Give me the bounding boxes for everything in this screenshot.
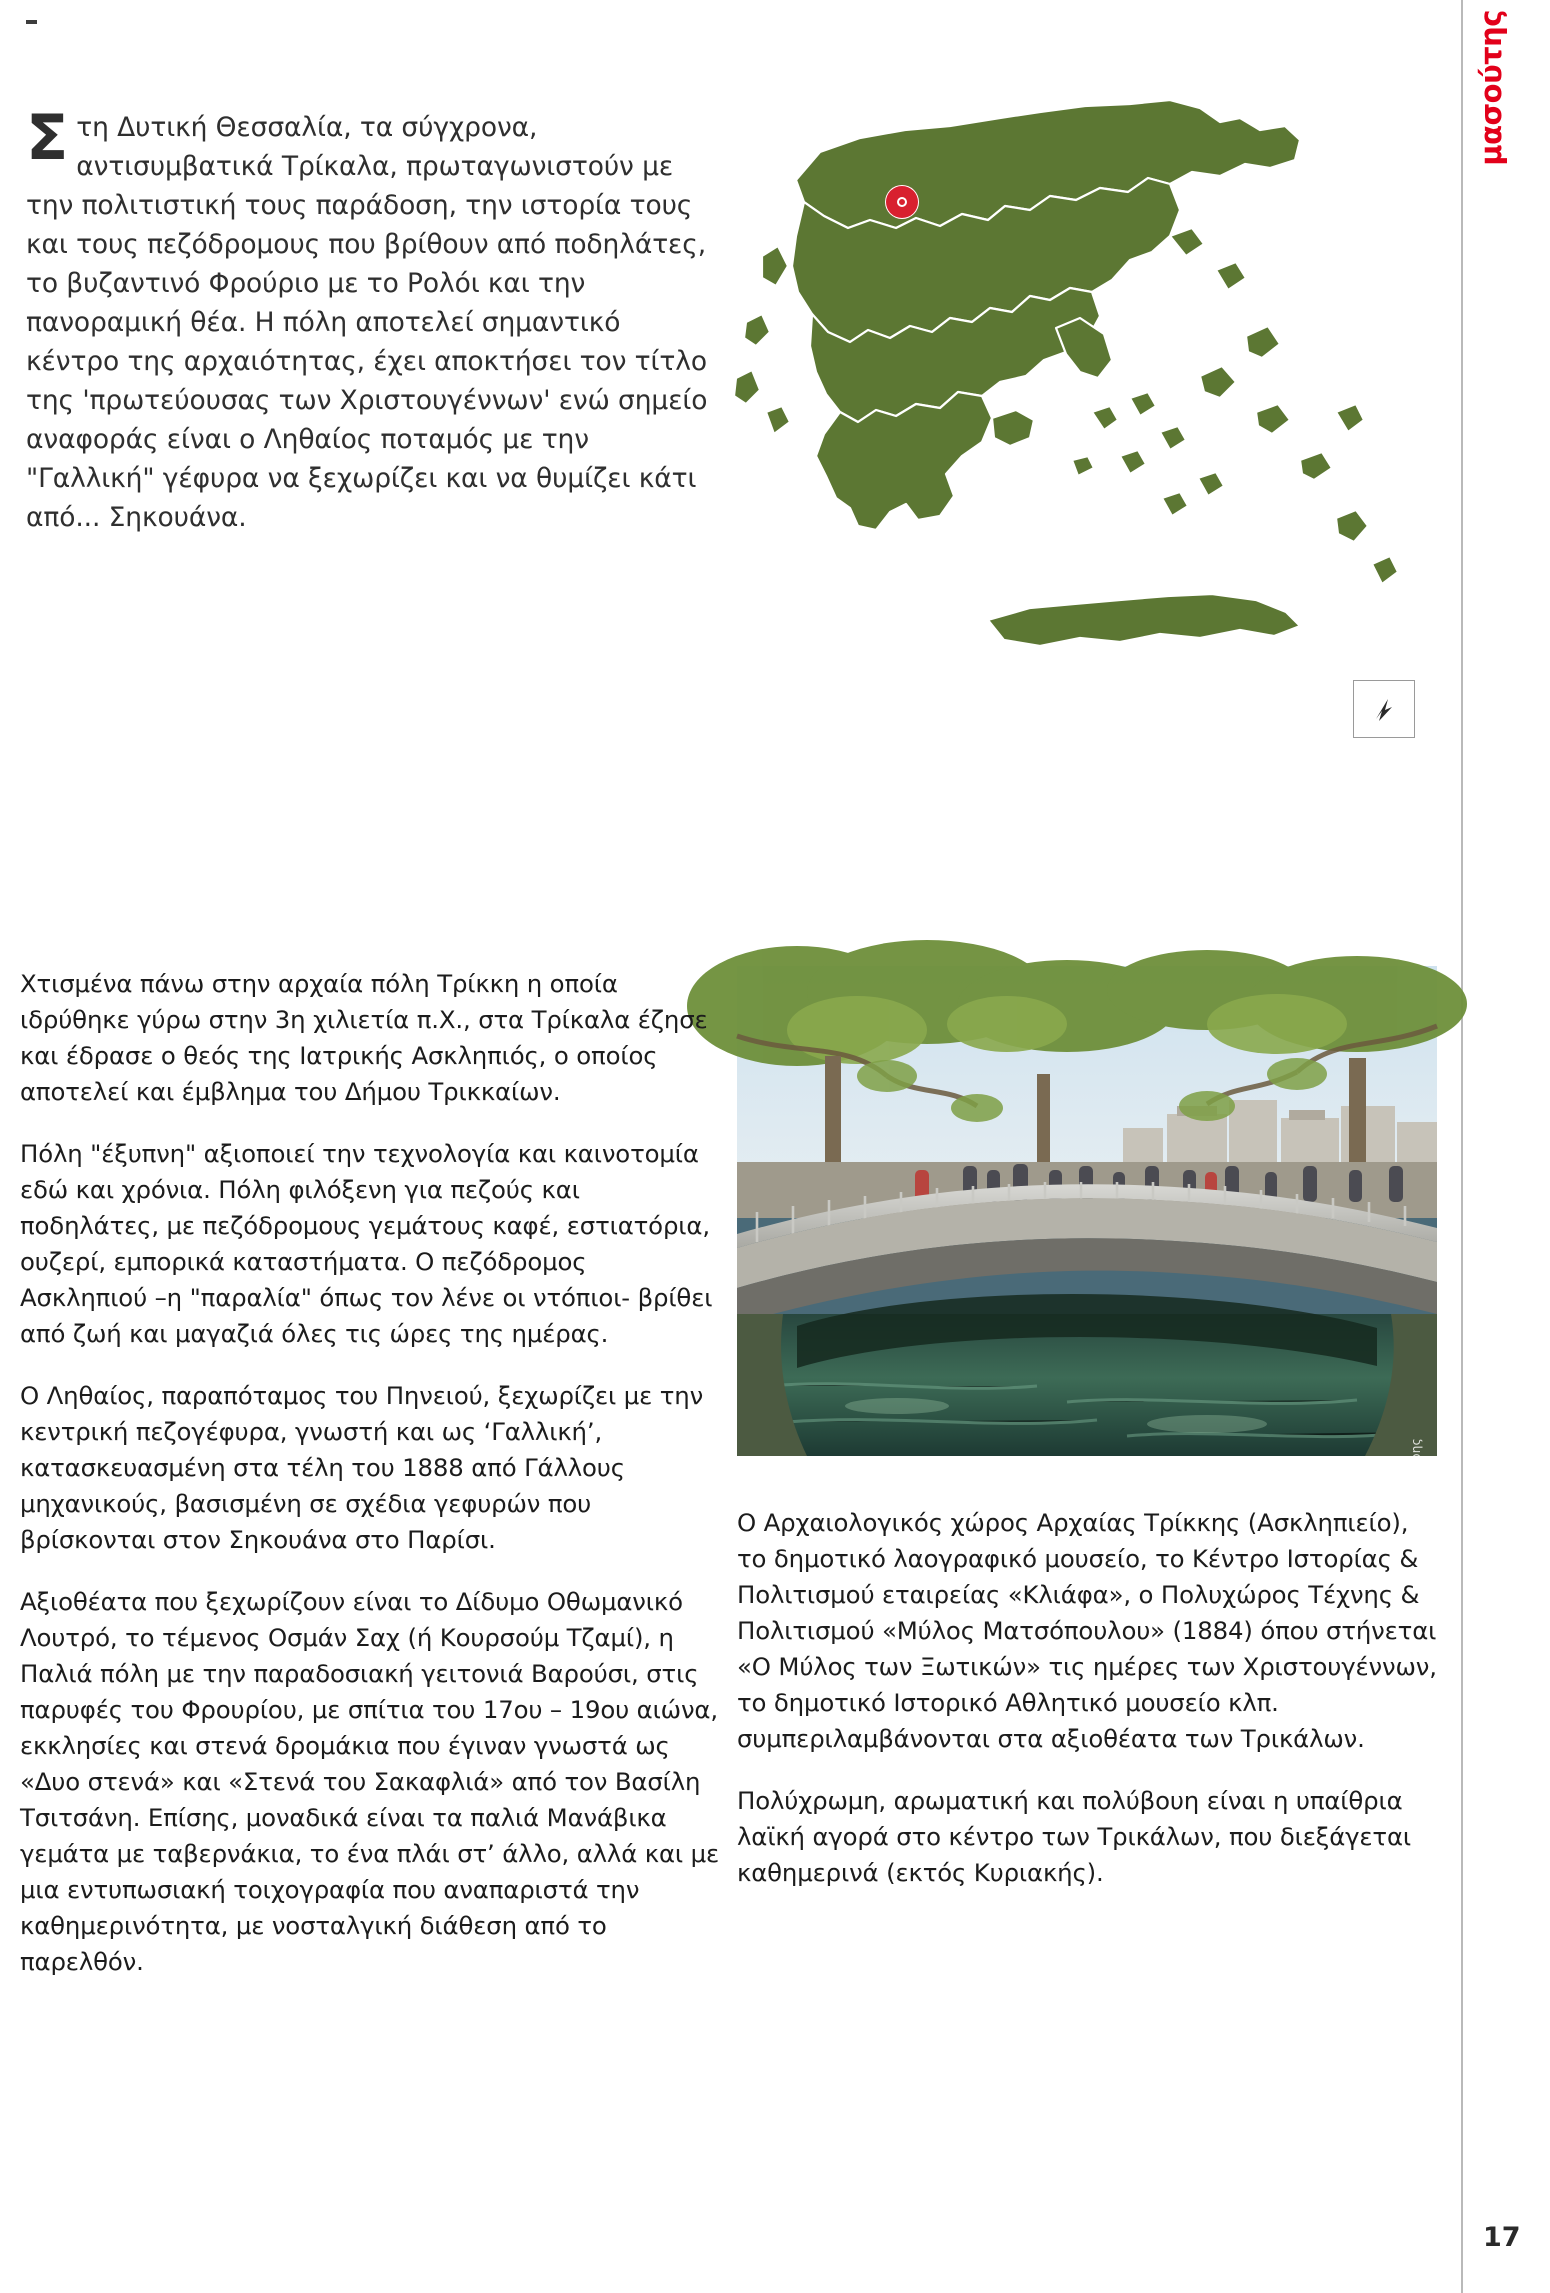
photo-illustration [737,966,1437,1456]
right-paragraph-2: Πολύχρωμη, αρωματική και πολύβουη είναι η υπαίθρια λαϊκή αγορά στο κέντρο των Τρικάλων, που διεξάγεται καθημερινά (εκτός Κυριακής). [737,1786,1412,1887]
greece-map-svg [700,60,1440,780]
lead-paragraph [26,101,716,537]
left-paragraph-3: Ο Ληθαίος, παραπόταμος του Πηνειού, ξεχωρίζει με την κεντρική πεζογέφυρα, γνωστή και ως ‘Γαλλική’, κατασκευασμένη στα τέλη του 1888 από Γάλλους μηχανικούς, βασισμένη σε σχέδια γεφυρών που βρίσκονται στον Σηκουάνα στο Παρίσι. [20,1381,704,1554]
map-legend-box [1353,680,1415,738]
side-brand-label [1474,10,1534,310]
photo-credit: © Γεώργιος Λουκέρης [1409,1438,1423,1579]
left-paragraph-1: Χτισμένα πάνω στην αρχαία πόλη Τρίκκη η οποία ιδρύθηκε γύρω στην 3η χιλιετία π.Χ., στα Τρίκαλα έζησε και έδρασε ο θεός της Ιατρικής Ασκληπιός, ο οποίος αποτελεί και έμβλημα του Δήμου Τρικκαίων. [20,969,708,1106]
side-brand-text: μασούτης [1474,10,1508,166]
map-pin-trikala[interactable] [885,185,919,219]
lead-text: τη Δυτική Θεσσαλία, τα σύγχρονα, αντισυμβατικά Τρίκαλα, πρωταγωνιστούν με την πολιτιστική τους παράδοση, την ιστορία τους και τους πεζόδρομους που βρίθουν από ποδηλάτες, το βυζαντινό Φρούριο με το Ρολόι και την πανοραμική θέα. Η πόλη αποτελεί σημαντικό κέντρο της αρχαιότητας, έχει αποκτήσει τον τίτλο της 'πρωτεύουσας των Χριστουγέννων' ενώ σημείο αναφοράς είναι ο Ληθαίος ποταμός με την "Γαλλική" γέφυρα να ξεχωρίζει και να θυμίζει κάτι από... Σηκουάνα. [26,112,708,533]
compass-icon [1368,693,1400,725]
page-number: 17 [1483,2222,1521,2253]
right-vertical-rule [1461,0,1463,2293]
photo-bridge-trikala [737,966,1437,1579]
left-paragraph-2: Πόλη "έξυπνη" αξιοποιεί την τεχνολογία και καινοτομία εδώ και χρόνια. Πόλη φιλόξενη για πεζούς και ποδηλάτες, με πεζόδρομους γεμάτους καφέ, εστιατόρια, ουζερί, εμπορικά καταστήματα. Ο πεζόδρομος Ασκληπιού –η "παραλία" όπως τον λένε οι ντόπιοι- βρίθει από ζωή και μαγαζιά όλες τις ώρες της ημέρας. [20,1139,713,1348]
lead-dropcap: Σ [26,101,69,174]
right-paragraph-1: Ο Αρχαιολογικός χώρος Αρχαίας Τρίκκης (Ασκληπιείο), το δημοτικό λαογραφικό μουσείο, το Κέντρο Ιστορίας & Πολιτισμού εταιρείας «Κλιάφα», ο Πολυχώρος Τέχνης & Πολιτισμού «Μύλος Ματσόπουλου» (1884) όπου στήνεται «Ο Μύλος των Ξωτικών» τις ημέρες των Χριστουγέννων, το δημοτικό Ιστορικό Αθλητικό μουσείο κλπ. συμπεριλαμβάνονται στα αξιοθέατα των Τρικάλων. [737,1508,1437,1753]
greece-map [700,60,1440,780]
corner-mark [26,20,37,24]
left-paragraph-4: Αξιοθέατα που ξεχωρίζουν είναι το Δίδυμο Οθωμανικό Λουτρό, το τέμενος Οσμάν Σαχ (ή Κουρσούμ Τζαμί), η Παλιά πόλη με την παραδοσιακή γειτονιά Βαρούσι, στις παρυφές του Φρουρίου, με σπίτια του 17ου – 19ου αιώνα, εκκλησίες και στενά δρομάκια που έγιναν γνωστά ως «Δυο στενά» και «Στενά του Σακαφλιά» από τον Βασίλη Τσιτσάνη. Επίσης, μοναδικά είναι τα παλιά Μανάβικα γεμάτα με ταβερνάκια, το ένα πλάι στ’ άλλο, αλλά και με μια εντυπωσιακή τοιχογραφία που αναπαριστά την καθημερινότητα, με νοσταλγική διάθεση από το παρελθόν. [20,1587,720,1976]
left-text-column [20,966,720,1980]
right-text-column [737,1505,1437,1891]
